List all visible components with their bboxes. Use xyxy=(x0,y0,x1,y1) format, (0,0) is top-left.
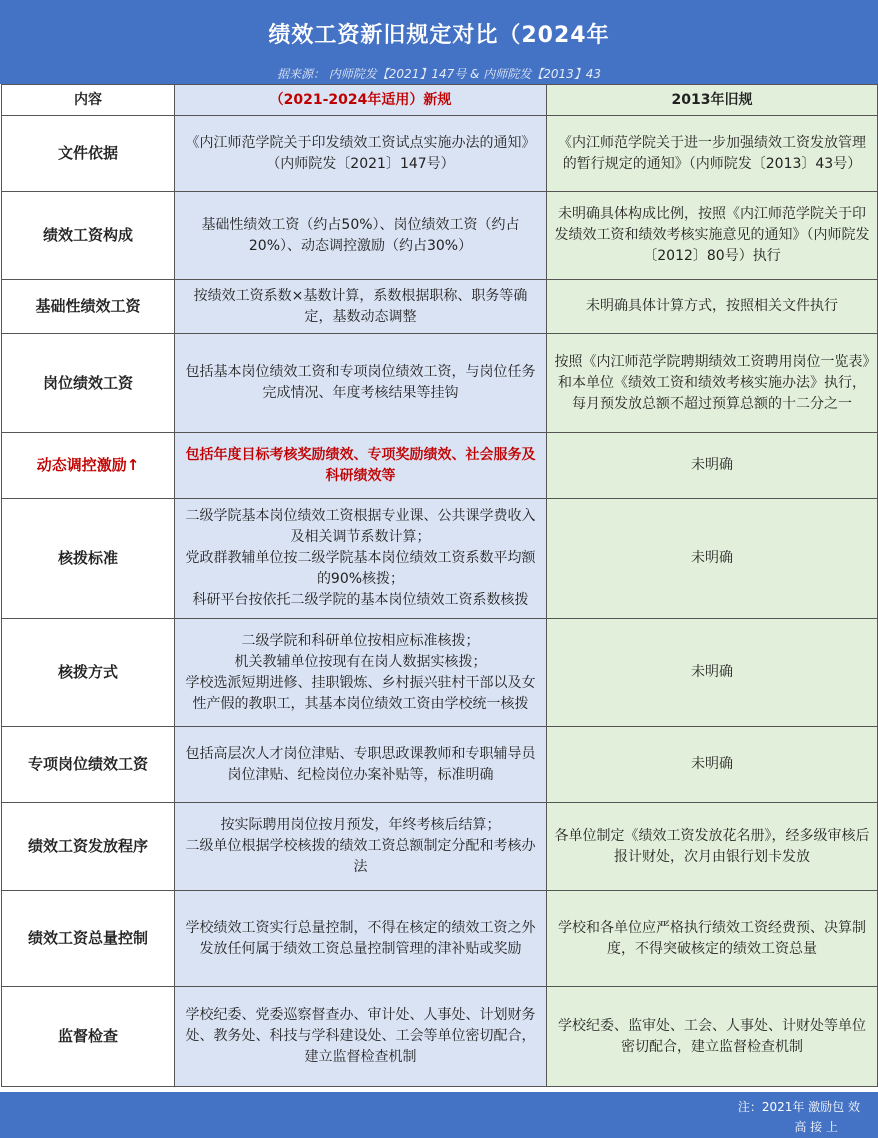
old-rule-cell: 未明确 xyxy=(547,433,878,499)
old-rule-cell: 未明确 xyxy=(547,499,878,619)
row-label: 核拨标准 xyxy=(2,499,175,619)
row-label: 基础性绩效工资 xyxy=(2,280,175,334)
new-rule-cell: 学校绩效工资实行总量控制，不得在核定的绩效工资之外发放任何属于绩效工资总量控制管理的津补贴或奖励 xyxy=(175,891,547,987)
header-banner xyxy=(0,0,878,84)
new-rule-cell: 包括基本岗位绩效工资和专项岗位绩效工资，与岗位任务完成情况、年度考核结果等挂钩 xyxy=(175,334,547,433)
comparison-table xyxy=(1,84,878,1087)
column-header-content: 内容 xyxy=(2,85,175,116)
old-rule-cell: 学校纪委、监审处、工会、人事处、计财处等单位密切配合，建立监督检查机制 xyxy=(547,987,878,1087)
table-row xyxy=(2,334,878,433)
row-label: 岗位绩效工资 xyxy=(2,334,175,433)
source-note: 据来源： 内师院发【2021】147号 & 内师院发【2013】43 xyxy=(276,67,602,81)
table-row xyxy=(2,891,878,987)
old-rule-cell: 未明确 xyxy=(547,727,878,803)
row-label: 动态调控激励↑ xyxy=(2,433,175,499)
old-rule-cell: 各单位制定《绩效工资发放花名册》，经多级审核后报计财处，次月由银行划卡发放 xyxy=(547,803,878,891)
table-row xyxy=(2,116,878,192)
column-header-new: （2021-2024年适用）新规 xyxy=(175,85,547,116)
table-row xyxy=(2,727,878,803)
row-label: 专项岗位绩效工资 xyxy=(2,727,175,803)
row-label: 绩效工资发放程序 xyxy=(2,803,175,891)
table-row xyxy=(2,619,878,727)
table-row xyxy=(2,987,878,1087)
new-rule-cell: 按实际聘用岗位按月预发，年终考核后结算； 二级单位根据学校核拨的绩效工资总额制定分配和考核办法 xyxy=(175,803,547,891)
table-row xyxy=(2,803,878,891)
new-rule-cell: 包括高层次人才岗位津贴、专职思政课教师和专职辅导员岗位津贴、纪检岗位办案补贴等，标准明确 xyxy=(175,727,547,803)
new-rule-cell: 按绩效工资系数×基数计算，系数根据职称、职务等确定，基数动态调整 xyxy=(175,280,547,334)
table-row xyxy=(2,499,878,619)
old-rule-cell: 未明确 xyxy=(547,619,878,727)
new-rule-cell: 学校纪委、党委巡察督查办、审计处、人事处、计划财务处、教务处、科技与学科建设处、工会等单位密切配合，建立监督检查机制 xyxy=(175,987,547,1087)
row-label: 核拨方式 xyxy=(2,619,175,727)
footer-note-2: 高 接 上 xyxy=(794,1120,838,1134)
old-rule-cell: 未明确具体计算方式，按照相关文件执行 xyxy=(547,280,878,334)
old-rule-cell: 《内江师范学院关于进一步加强绩效工资发放管理的暂行规定的通知》（内师院发〔2013〕43号） xyxy=(547,116,878,192)
row-label: 文件依据 xyxy=(2,116,175,192)
table-row-highlight xyxy=(2,433,878,499)
old-rule-cell: 按照《内江师范学院聘期绩效工资聘用岗位一览表》和本单位《绩效工资和绩效考核实施办法》执行，每月预发放总额不超过预算总额的十二分之一 xyxy=(547,334,878,433)
page-title: 绩效工资新旧规定对比（2024年 xyxy=(268,23,610,48)
footer-banner xyxy=(0,1092,878,1138)
row-label: 绩效工资总量控制 xyxy=(2,891,175,987)
new-rule-cell: 包括年度目标考核奖励绩效、专项奖励绩效、社会服务及科研绩效等 xyxy=(175,433,547,499)
new-rule-cell: 基础性绩效工资（约占50%）、岗位绩效工资（约占20%）、动态调控激励（约占30%） xyxy=(175,192,547,280)
column-header-old: 2013年旧规 xyxy=(547,85,878,116)
table-row xyxy=(2,280,878,334)
row-label: 监督检查 xyxy=(2,987,175,1087)
row-label: 绩效工资构成 xyxy=(2,192,175,280)
new-rule-cell: 二级学院和科研单位按相应标准核拨； 机关教辅单位按现有在岗人数据实核拨； 学校选派短期进修、挂职锻炼、乡村振兴驻村干部以及女性产假的教职工，其基本岗位绩效工资由学校统一核拨 xyxy=(175,619,547,727)
old-rule-cell: 未明确具体构成比例，按照《内江师范学院关于印发绩效工资和绩效考核实施意见的通知》（内师院发〔2012〕80号）执行 xyxy=(547,192,878,280)
old-rule-cell: 学校和各单位应严格执行绩效工资经费预、决算制度，不得突破核定的绩效工资总量 xyxy=(547,891,878,987)
new-rule-cell: 二级学院基本岗位绩效工资根据专业课、公共课学费收入及相关调节系数计算； 党政群教辅单位按二级学院基本岗位绩效工资系数平均额的90%核拨； 科研平台按依托二级学院的基本岗位绩效工资系数核拨 xyxy=(175,499,547,619)
table-header-row xyxy=(2,85,878,116)
new-rule-cell: 《内江师范学院关于印发绩效工资试点实施办法的通知》（内师院发〔2021〕147号） xyxy=(175,116,547,192)
footer-note: 注：2021年 激励包 效 xyxy=(737,1100,860,1114)
table-row xyxy=(2,192,878,280)
